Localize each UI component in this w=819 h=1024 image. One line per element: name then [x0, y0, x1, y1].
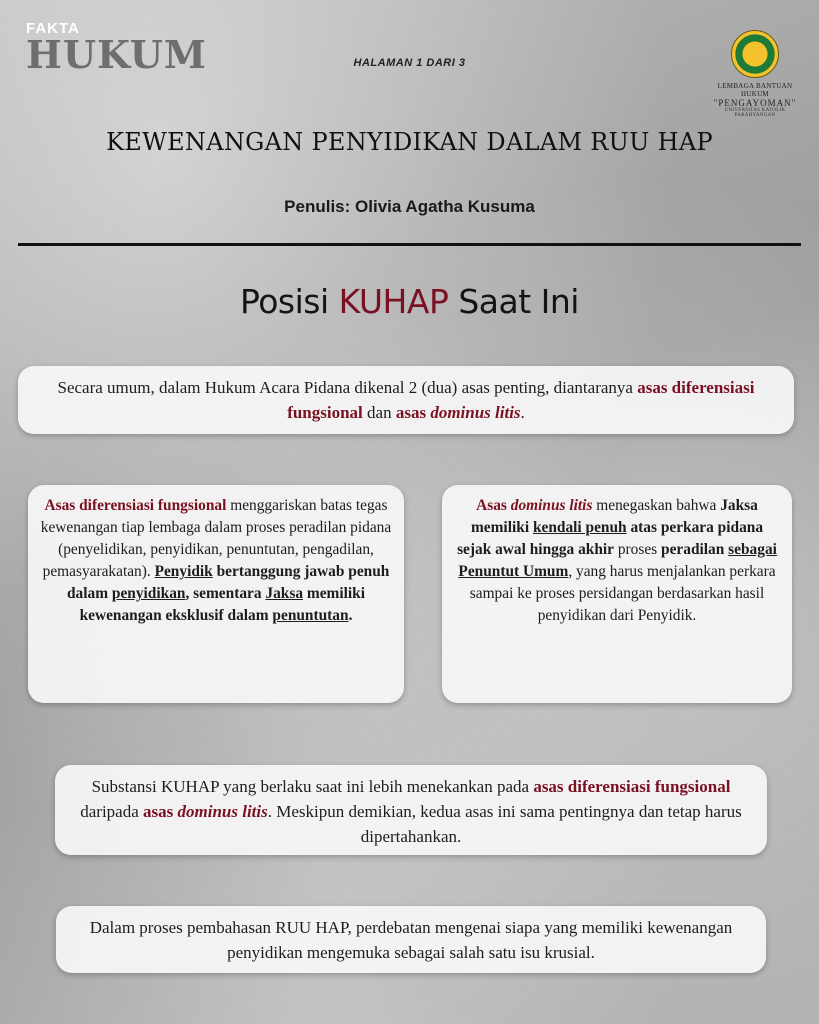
substance-text-3: . Meskipun demikian, kedua asas ini sama pentingnya dan tetap harus dipertahankan. — [267, 802, 742, 846]
brand-fakta: FAKTA — [26, 20, 80, 37]
left-underline-3: Jaksa — [265, 585, 304, 602]
left-underline-2: penyidikan — [111, 585, 186, 602]
right-bold-2: atas perkara pidana sejak awal hingga akhir — [457, 519, 764, 558]
left-bold-2: memiliki kewenangan eksklusif dalam — [79, 585, 366, 624]
left-underline-4: penuntutan — [272, 607, 349, 624]
substance-highlight-1: asas diferensiasi fungsional — [533, 777, 731, 796]
left-highlight: Asas diferensiasi fungsional — [44, 497, 227, 514]
right-bold-3: peradilan — [661, 541, 729, 558]
logo-line1: LEMBAGA BANTUAN HUKUM — [717, 82, 793, 98]
intro-highlight-1: asas diferensiasi fungsional — [287, 378, 755, 422]
section-title-post: Saat Ini — [448, 282, 579, 321]
right-underline-1: kendali penuh — [532, 519, 627, 536]
right-text-1: menegaskan bahwa — [592, 497, 721, 514]
substance-text-1: Substansi KUHAP yang berlaku saat ini lebih menekankan pada — [91, 777, 534, 796]
intro-text-2: dan — [362, 403, 396, 422]
substance-text-2: daripada — [80, 802, 144, 821]
logo-line3: UNIVERSITAS KATOLIK PARAHYANGAN — [724, 108, 786, 118]
dominus-litis-card — [442, 485, 792, 703]
author-line: Penulis: Olivia Agatha Kusuma — [284, 197, 535, 216]
substance-highlight-2b: dominus litis — [177, 802, 268, 821]
left-underline-1: Penyidik — [154, 563, 213, 580]
right-bold-1: Jaksa memiliki — [470, 497, 758, 536]
substance-highlight-2a: asas — [143, 802, 178, 821]
logo-line2: "PENGAYOMAN" — [713, 98, 797, 108]
section-title-pre: Posisi — [240, 282, 339, 321]
section-title — [0, 282, 819, 321]
differentiation-card — [28, 485, 404, 703]
substance-card — [55, 765, 767, 855]
intro-highlight-2a: asas — [395, 403, 431, 422]
brand-hukum: HUKUM — [26, 32, 207, 77]
institution-logo — [705, 30, 805, 118]
divider — [18, 243, 801, 246]
right-underline-2: sebagai Penuntut Umum — [458, 541, 777, 580]
page-title: KEWENANGAN PENYIDIKAN DALAM RUU HAP — [106, 128, 713, 156]
page-indicator: HALAMAN 1 DARI 3 — [353, 57, 466, 69]
left-text-2: , sementara — [185, 585, 266, 602]
left-text-1: menggariskan batas tegas kewenangan tiap lembaga dalam proses peradilan pidana (penyelidikan, penyidikan, penuntutan, pengadilan, pemasyarakatan). — [40, 497, 392, 580]
intro-text-3: . — [520, 403, 525, 422]
left-bold-1: bertanggung jawab penuh dalam — [66, 563, 390, 602]
intro-highlight-2b: dominus litis — [430, 403, 521, 422]
section-title-accent: KUHAP — [338, 282, 449, 321]
right-highlight-a: Asas — [476, 497, 511, 514]
left-text-3: . — [348, 607, 353, 624]
right-highlight-b: dominus litis — [510, 497, 593, 514]
closing-card: Dalam proses pembahasan RUU HAP, perdebatan mengenai siapa yang memiliki kewenangan penyidikan mengemuka sebagai salah satu isu krusial. — [56, 906, 766, 973]
intro-text-1: Secara umum, dalam Hukum Acara Pidana dikenal 2 (dua) asas penting, diantaranya — [57, 378, 638, 397]
right-text-2: proses — [614, 541, 662, 558]
intro-card — [18, 366, 794, 434]
university-seal-icon — [731, 30, 779, 78]
right-text-3: , yang harus menjalankan perkara sampai ke proses persidangan berdasarkan hasil penyidikan dari Penyidik. — [469, 563, 776, 624]
